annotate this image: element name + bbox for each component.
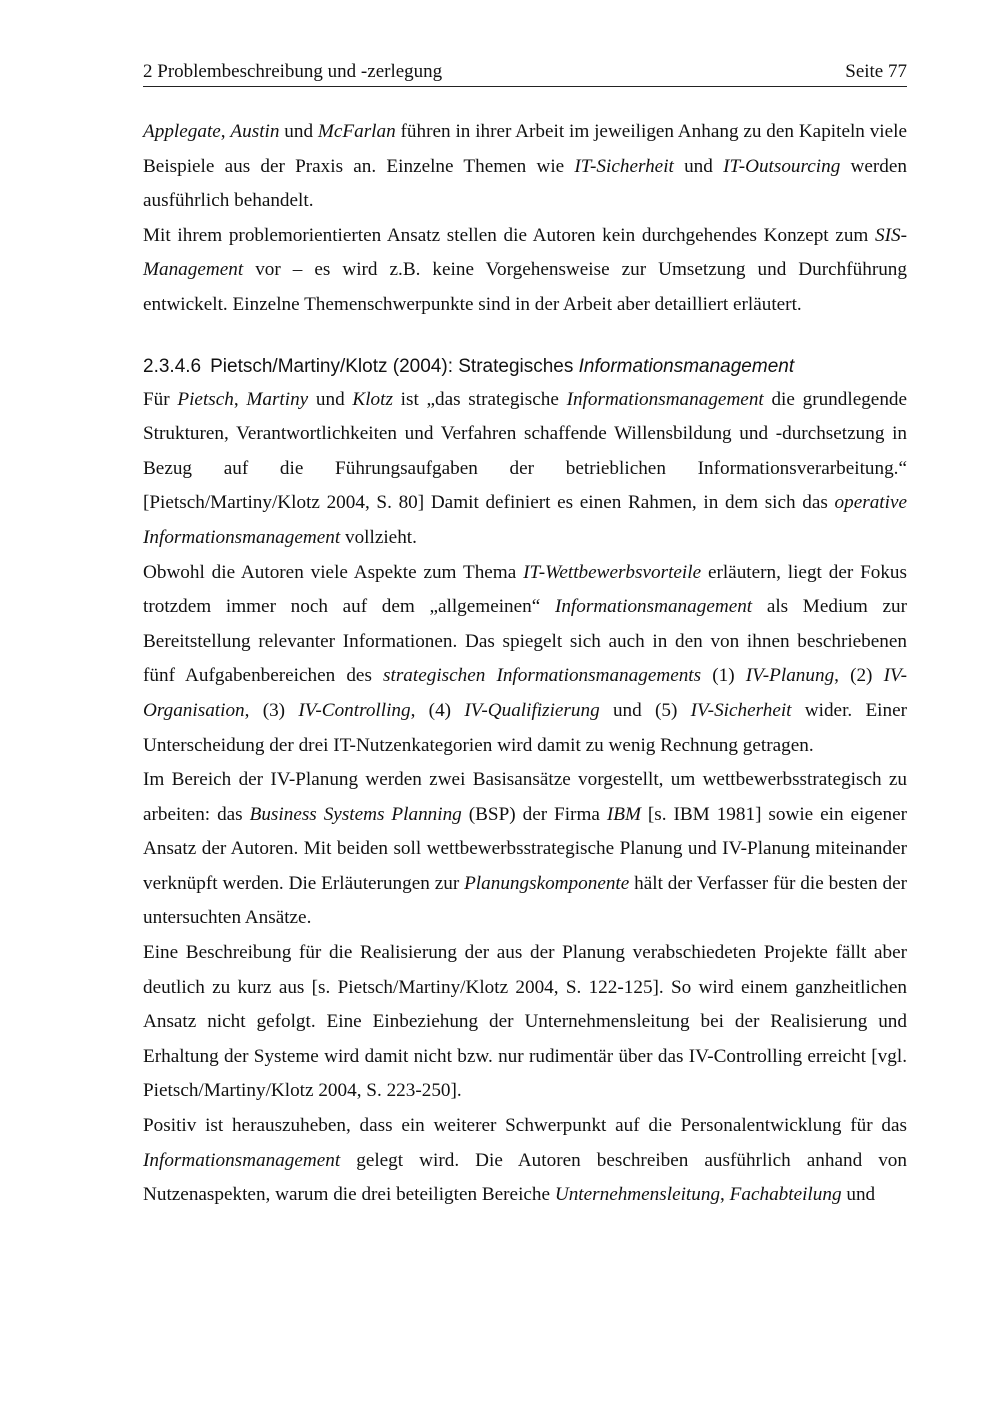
paragraph-1 <box>143 115 907 219</box>
page-number: Seite 77 <box>845 61 907 82</box>
text-run: , <box>233 388 247 410</box>
term-informationsmanagement: Informationsmanagement <box>143 1149 341 1171</box>
text-run: Für <box>143 388 178 410</box>
paragraph-4 <box>143 556 907 764</box>
term-iv-controlling: IV-Controlling <box>298 699 411 721</box>
author-martiny: Martiny <box>246 388 309 410</box>
text-run: vor – es wird z.B. keine Vorgehensweise zur Umsetzung und Durchführung entwickelt. Einzelne Themenschwerpunkte sind in der Arbeit aber detailliert erläutert. <box>143 259 907 315</box>
term-fachabteilung: Fachabteilung <box>729 1184 842 1206</box>
term-unternehmensleitung: Unternehmensleitung <box>554 1184 721 1206</box>
section-title: Pietsch/Martiny/Klotz (2004): Strategisches <box>210 355 579 377</box>
section-heading <box>143 355 907 379</box>
text-run: (1) <box>701 665 746 687</box>
author-applegate: Applegate <box>143 121 221 142</box>
text-run: [s. IBM 1981] sowie ein eigener Ansatz der Autoren. Mit beiden soll wettbewerbsstrategische Planung und IV-Planung miteinander verknüpft werden. Die Erläuterungen zur <box>143 803 907 894</box>
chapter-title: 2 Problembeschreibung und -zerlegung <box>143 61 443 82</box>
text-run: , <box>720 1184 730 1206</box>
term-operatives-im: operative Informationsmanagement <box>143 492 907 548</box>
text-run: ist „das strategische <box>392 388 567 410</box>
paragraph-3 <box>143 383 907 556</box>
text-run: Obwohl die Autoren viele Aspekte zum Thema <box>143 561 524 583</box>
paragraph-5 <box>143 763 907 936</box>
text-run: Mit ihrem problemorientierten Ansatz stellen die Autoren kein durchgehendes Konzept zum <box>143 224 876 246</box>
term-iv-qualifizierung: IV-Qualifizierung <box>464 699 600 721</box>
paragraph-7 <box>143 1109 907 1213</box>
term-strategisches-im: strategischen Informationsmanagements <box>383 665 702 687</box>
paragraph-6 <box>143 936 907 1109</box>
term-it-outsourcing: IT-Outsourcing <box>723 155 841 177</box>
term-iv-sicherheit: IV-Sicherheit <box>690 699 792 721</box>
text-run: (BSP) der Firma <box>461 803 607 825</box>
term-it-sicherheit: IT-Sicherheit <box>574 155 674 177</box>
text-run: vollzieht. <box>340 526 417 548</box>
section-number: 2.3.4.6 <box>143 355 202 377</box>
author-austin: Austin <box>230 121 280 142</box>
text-run: , (2) <box>834 665 884 687</box>
text-run: wider. Einer Unterscheidung der drei IT-Nutzenkategorien wird damit zu wenig Rechnung getragen. <box>143 699 908 756</box>
term-it-wettbewerbsvorteile: IT-Wettbewerbsvorteile <box>523 561 702 583</box>
text-run: gelegt wird. Die Autoren beschreiben ausführlich anhand von Nutzenaspekten, warum die drei beteiligten Bereiche <box>143 1149 907 1206</box>
author-pietsch: Pietsch <box>177 388 234 410</box>
term-iv-organisation: IV-Organisation <box>143 665 908 721</box>
term-informationsmanagement: Informationsmanagement <box>566 388 764 410</box>
text-run: und <box>673 155 724 177</box>
body-text <box>143 115 907 1213</box>
section-title-italic: Informationsmanagement <box>578 355 795 377</box>
text-run: als Medium zur Bereitstellung relevanter Informationen. Das spiegelt sich auch in den von ihnen beschriebenen fünf Aufgabenbereichen des <box>143 596 907 687</box>
text-run: die grundlegende Strukturen, Verantwortlichkeiten und Verfahren schaffende Willensbildung und -durchsetzung in Bezug auf die Führungsaufgaben der betrieblichen Informationsverarbeitung.“ [Pietsch/Martiny/Klotz 2004, S. 80] Damit definiert es einen Rahmen, in dem sich das <box>143 388 908 514</box>
text-run: und <box>308 388 353 410</box>
text-run: und (5) <box>599 699 691 721</box>
text-run: erläutern, liegt der Fokus trotzdem immer noch auf dem „allgemeinen“ <box>143 561 907 618</box>
term-sis-management: SIS-Management <box>143 224 907 281</box>
author-klotz: Klotz <box>352 388 393 410</box>
term-informationsmanagement: Informationsmanagement <box>554 596 753 618</box>
term-bsp: Business Systems Planning <box>249 803 462 825</box>
text-run: , (3) <box>244 699 299 721</box>
paragraph-2 <box>143 219 907 323</box>
term-ibm: IBM <box>606 803 641 825</box>
text-run: und <box>279 121 318 142</box>
text-run: werden ausführlich behandelt. <box>143 155 908 212</box>
text-run: , <box>220 121 231 142</box>
term-planungskomponente: Planungskomponente <box>464 872 630 894</box>
text-run: und <box>841 1184 876 1206</box>
running-header <box>143 60 907 87</box>
text-run: Positiv ist herauszuheben, dass ein weiterer Schwerpunkt auf die Personalentwicklung für das <box>143 1115 907 1137</box>
term-iv-planung: IV-Planung <box>745 665 835 687</box>
author-mcfarlan: McFarlan <box>317 121 396 142</box>
text-run: führen in ihrer Arbeit im jeweiligen Anhang zu den Kapiteln viele Beispiele aus der Praxis an. Einzelne Themen wie <box>143 121 908 177</box>
text-run: , (4) <box>410 699 465 721</box>
text-run: hält der Verfasser für die besten der untersuchten Ansätze. <box>143 872 907 929</box>
text-run: Im Bereich der IV-Planung werden zwei Basisansätze vorgestellt, um wettbewerbsstrategisch zu arbeiten: das <box>143 769 907 825</box>
text-run: Eine Beschreibung für die Realisierung der aus der Planung verabschiedeten Projekte fällt aber deutlich zu kurz aus [s. Pietsch/Martiny/Klotz 2004, S. 122-125]. So wird einem ganzheitlichen Ansatz nicht gefolgt. Eine Einbeziehung der Unternehmensleitung bei der Realisierung und Erhaltung der Systeme wird damit nicht bzw. nur rudimentär über das IV-Controlling erreicht [vgl. Pietsch/Martiny/Klotz 2004, S. 223-250]. <box>143 942 907 1102</box>
